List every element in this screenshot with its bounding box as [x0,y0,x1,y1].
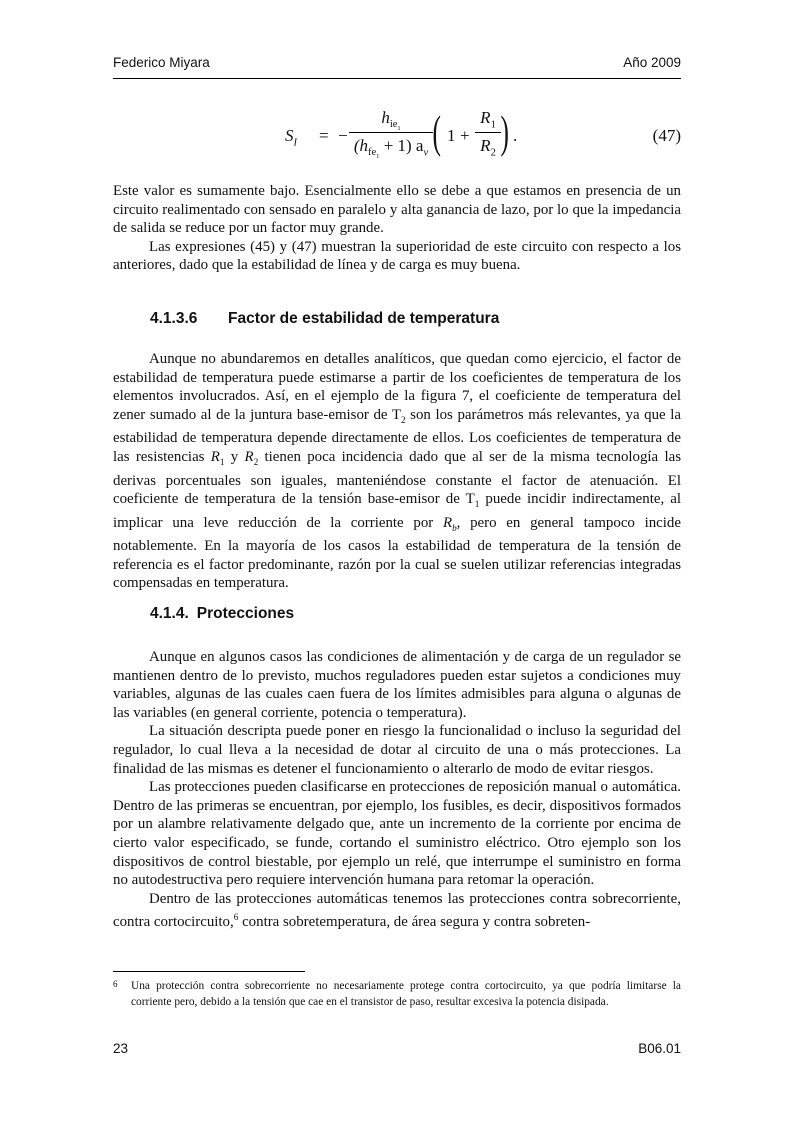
equation-47 [113,106,681,170]
section-heading-temperature [150,310,499,328]
fraction-1-bar [349,132,433,133]
fraction-1-denominator: $(h_{fe_1} + 1)$ $a_v$ [353,136,429,161]
equation-one: 1 [447,126,456,145]
paragraph-situation: La situación descripta puede poner en riesgo la funcionalidad o incluso la seguridad del regulador, lo cual lleva a la necesidad de dotar al circuito de una o más protecciones. La finalidad de las mismas es detener el funcionamiento o alterarlo de modo de evitar riesgos. [113,723,681,777]
paragraph-automatic: Dentro de las protecciones automáticas tenemos las protecciones contra sobrecorriente, contra cortocircuito,$^6$ contra sobretemperatura, de área segura y contra sobreten- [113,890,681,931]
footnote-ref[interactable]: 6 [233,912,239,923]
equation-period: . [513,126,518,145]
equation-lhs: $S_I$ [285,126,298,149]
paragraph-temperature: Aunque no abundaremos en detalles analíticos, que quedan como ejercicio, el factor de estabilidad de temperatura puede estimarse a partir de los coeficientes de temperatura de los elementos involucrados. Así, en el ejemplo de la figura 7, el coeficiente de temperatura del zener sumado al de la juntura base-emisor de $T_2$ son los parámetros más relevantes, ya que la estabilidad de temperatura depende directamente de ellos. Los coeficientes de temperatura de las resistencias $R_1$ y $R_2$ tienen poca incidencia dado que al ser de la misma tecnología las derivas porcentuales son iguales, manteniéndose constante el factor de atenuación. El coeficiente de temperatura de la tensión base-emisor de $T_1$ puede incidir indirectamente, al implicar una leve reducción de la corriente por $R_b$, pero en general tampoco incide notablemente. En la mayoría de los casos la estabilidad de temperatura de la tensión de referencia es el factor predominante, razón por la cual se suelen utilizar referencias integradas compensadas en temperatura. [113,351,682,592]
section-heading-protections [150,605,294,623]
equation-plus: + [460,126,470,145]
paragraph-classification: Las protecciones pueden clasificarse en protecciones de reposición manual o automática. Dentro de las primeras se encuentran, por ejemplo, los fusibles, es decir, dispositivos formados por un alambre relativamente delgado que, ante un incremento de la corriente por encima de cierto valor especificado, se funde, cortando el suministro eléctrico. Otro ejemplo son los dispositivos de control biestable, por ejemplo un relé, que interrumpe el suministro en forma no autodestructiva pero requiere intervención humana para retomar la operación. [113,779,681,889]
section-title: Protecciones [196,605,295,622]
equation-fraction-2 [475,108,501,158]
header-author: Federico Miyara [113,55,210,70]
section-number: 4.1.4. [150,605,189,622]
equation-minus: − [338,126,348,145]
fraction-2-bar [475,132,501,133]
footnote-text: Una protección contra sobrecorriente no necesariamente protege contra cortocircuito, ya que podría limitarse la corriente pero, debido a la tensión que cae en el transistor de paso, resultar excesiva la potencia disipada. [131,980,681,1008]
paragraph-expressions: Las expresiones (45) y (47) muestran la superioridad de este circuito con respecto a los anteriores, dado que la estabilidad de línea y de carga es muy buena. [113,238,681,274]
text-block-stability [113,182,681,275]
footer-page-number: 23 [113,1041,129,1056]
header-rule [113,78,681,79]
paragraph-conditions: Aunque en algunos casos las condiciones de alimentación y de carga de un regulador se mantienen dentro de lo previsto, muchos reguladores pueden estar sujetos a condiciones muy variables, algunas de las cuales caen fuera de los límites admisibles para alguna o algunas de las variables (en general corriente, potencia o temperatura). [113,649,681,721]
text-block-protections [113,648,681,932]
footnote-rule [113,971,305,972]
text-block-temperature [113,350,681,593]
fraction-2-numerator: $R_1$ [480,108,496,131]
footnote-mark: 6 [113,979,118,989]
equation-equals: = [319,126,329,145]
section-number: 4.1.3.6 [150,310,198,327]
section-title: Factor de estabilidad de temperatura [228,310,500,327]
fraction-1-numerator: $h_{ie_1}$ [381,108,401,133]
footnote [113,979,681,1011]
equation-fraction-1 [349,108,433,161]
header-year: Año 2009 [623,55,681,70]
paragraph-low-value: Este valor es sumamente bajo. Esencialmente ello se debe a que estamos en presencia de un circuito realimentado con sensado en paralelo y alta ganancia de lazo, por lo que la impedancia de salida se reduce por un factor muy grande. [113,183,681,237]
right-paren: ) [500,106,509,157]
equation-number: (47) [652,126,681,145]
left-paren: ( [432,106,441,157]
footer-doc-code: B06.01 [638,1041,681,1056]
fraction-2-denominator: $R_2$ [480,136,496,159]
